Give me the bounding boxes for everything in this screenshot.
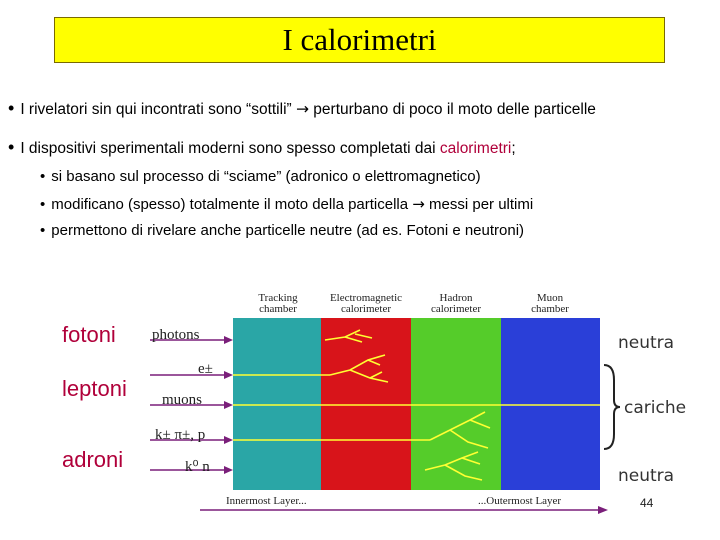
label-neutra-bottom: neutra [618,466,675,486]
arrow-heads [224,336,233,474]
label-fotoni: fotoni [62,322,116,347]
highlight-term: calorimetri [439,140,512,157]
bullet-dot: • [8,137,15,157]
beam-label-photons: photons [152,327,200,343]
subbullet-text: permettono di rivelare anche particelle neutre (ad es. Fotoni e neutroni) [51,222,525,239]
brace-icon [604,365,620,449]
beam-label-charged-hadrons: k± π±, p [155,427,206,443]
column-header-hadron: Hadron calorimeter [430,292,482,315]
page-number: 44 [640,496,654,510]
column-header-muon: Muon chamber [531,292,569,315]
bullet-text: perturbano di poco il moto delle particelle [308,101,596,118]
column-header-tracking: Tracking chamber [258,292,298,315]
axis-arrow-icon [598,506,608,514]
bullet-dot: • [8,98,15,118]
bullet-dot: • [40,196,46,213]
muon-chamber-layer [501,318,600,490]
bullet-text: ; [511,140,516,157]
subbullet-text: messi per ultimi [424,196,534,213]
bullet-dot: • [40,222,46,239]
label-leptoni: leptoni [62,376,127,401]
label-cariche: cariche [624,398,687,418]
tracking-layer [233,318,321,490]
beam-label-muons: muons [162,392,203,408]
beam-label-electrons: e± [198,361,213,377]
bullet-dot: • [40,168,46,185]
outermost-layer-label: ...Outermost Layer [478,495,562,507]
subbullet-text: si basano sul processo di “sciame” (adronico o elettromagnetico) [51,168,481,185]
slide-title: I calorimetri [282,22,437,57]
arrow-icon: → [412,195,425,213]
hadron-calorimeter-layer [411,318,501,490]
subbullet-text: modificano (spesso) totalmente il moto della particella [51,196,413,213]
em-calorimeter-layer [321,318,411,490]
innermost-layer-label: Innermost Layer... [226,495,307,507]
beam-label-neutral-hadrons: k⁰ n [185,459,210,475]
arrow-icon: → [295,100,309,118]
label-neutra-top: neutra [618,333,675,353]
column-header-em: Electromagnetic calorimeter [329,292,403,315]
bullet-text: I rivelatori sin qui incontrati sono “sottili” [20,101,296,118]
bullet-text: I dispositivi sperimentali moderni sono spesso completati dai [20,140,440,157]
label-adroni: adroni [62,447,124,472]
